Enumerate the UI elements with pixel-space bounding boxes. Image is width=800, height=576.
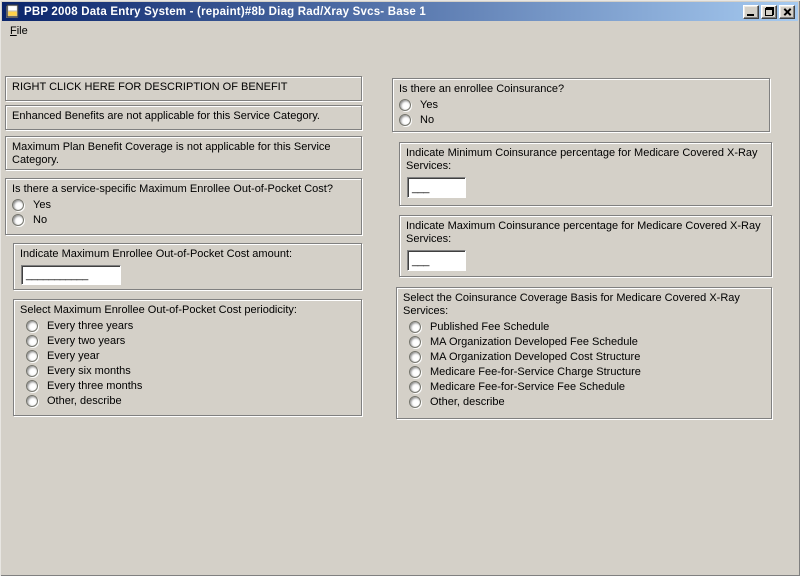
coinsurance-question-group xyxy=(392,78,770,132)
min-coinsurance-input[interactable] xyxy=(407,177,466,198)
restore-icon xyxy=(765,7,774,16)
basis-option-medicare-ffs-fee-schedule[interactable] xyxy=(409,381,765,393)
radio-button[interactable] xyxy=(12,214,24,226)
periodicity-option-every-year[interactable] xyxy=(26,350,355,362)
benefit-description-text: RIGHT CLICK HERE FOR DESCRIPTION OF BENEFIT xyxy=(12,81,288,93)
oopc-question-label: Is there a service-specific Maximum Enrollee Out-of-Pocket Cost? xyxy=(12,183,333,195)
radio-button[interactable] xyxy=(409,336,421,348)
radio-label[interactable]: Every two years xyxy=(47,334,126,347)
coverage-basis-label: Select the Coinsurance Coverage Basis for Medicare Covered X-Ray Services: xyxy=(403,292,740,317)
radio-button[interactable] xyxy=(399,114,411,126)
radio-button[interactable] xyxy=(409,351,421,363)
benefit-description-banner[interactable] xyxy=(5,76,362,101)
window-title: PBP 2008 Data Entry System - (repaint)#8b Diag Rad/Xray Svcs- Base 1 xyxy=(24,5,426,18)
periodicity-option-every-three-months[interactable] xyxy=(26,380,355,392)
radio-button[interactable] xyxy=(409,321,421,333)
max-coinsurance-group xyxy=(399,215,772,277)
oopc-option-no[interactable] xyxy=(12,214,355,226)
radio-label[interactable]: No xyxy=(420,113,435,126)
coinsurance-question-label: Is there an enrollee Coinsurance? xyxy=(399,83,565,95)
radio-button[interactable] xyxy=(12,199,24,211)
menu-item-file[interactable] xyxy=(9,24,32,39)
window-controls xyxy=(741,5,795,19)
radio-label[interactable]: Yes xyxy=(33,198,51,211)
input-mask: ___ xyxy=(412,255,429,267)
radio-button[interactable] xyxy=(26,395,38,407)
radio-label[interactable]: Published Fee Schedule xyxy=(430,320,550,333)
close-button[interactable] xyxy=(779,5,795,19)
input-mask: ___________ xyxy=(26,269,88,281)
periodicity-option-other[interactable] xyxy=(26,395,355,407)
notepad-app-icon[interactable] xyxy=(5,4,20,19)
radio-label[interactable]: Other, describe xyxy=(430,395,505,408)
max-plan-benefit-note xyxy=(5,136,362,170)
radio-button[interactable] xyxy=(409,366,421,378)
menu-file-rest: ile xyxy=(16,24,28,37)
max-coinsurance-input[interactable] xyxy=(407,250,466,271)
radio-label[interactable]: Every three months xyxy=(47,379,143,392)
input-mask: ___ xyxy=(412,182,429,194)
menu-file-accelerator: F xyxy=(10,24,17,37)
periodicity-option-every-three-years[interactable] xyxy=(26,320,355,332)
basis-option-ma-developed-cost-structure[interactable] xyxy=(409,351,765,363)
oopc-periodicity-label: Select Maximum Enrollee Out-of-Pocket Cost periodicity: xyxy=(20,304,297,316)
close-icon xyxy=(783,7,792,16)
basis-option-ma-developed-fee-schedule[interactable] xyxy=(409,336,765,348)
oopc-periodicity-group xyxy=(13,299,362,416)
oopc-question-group xyxy=(5,178,362,235)
radio-button[interactable] xyxy=(26,365,38,377)
basis-option-other[interactable] xyxy=(409,396,765,408)
min-coinsurance-group xyxy=(399,142,772,206)
oopc-option-yes[interactable] xyxy=(12,199,355,211)
radio-label[interactable]: Medicare Fee-for-Service Fee Schedule xyxy=(430,380,626,393)
radio-button[interactable] xyxy=(399,99,411,111)
radio-label[interactable]: MA Organization Developed Fee Schedule xyxy=(430,335,638,348)
coinsurance-option-yes[interactable] xyxy=(399,99,763,111)
radio-button[interactable] xyxy=(26,320,38,332)
coverage-basis-group xyxy=(396,287,772,419)
radio-label[interactable]: Every three years xyxy=(47,319,134,332)
oopc-amount-input[interactable] xyxy=(21,265,121,285)
restore-button[interactable] xyxy=(761,5,777,19)
enhanced-benefits-text: Enhanced Benefits are not applicable for this Service Category. xyxy=(12,110,320,122)
max-coinsurance-label: Indicate Maximum Coinsurance percentage for Medicare Covered X-Ray Services: xyxy=(406,220,761,245)
minimize-button[interactable] xyxy=(743,5,759,19)
radio-button[interactable] xyxy=(26,335,38,347)
radio-label[interactable]: Other, describe xyxy=(47,394,122,407)
radio-label[interactable]: Every year xyxy=(47,349,100,362)
periodicity-option-every-six-months[interactable] xyxy=(26,365,355,377)
radio-label[interactable]: MA Organization Developed Cost Structure xyxy=(430,350,641,363)
radio-button[interactable] xyxy=(26,380,38,392)
radio-button[interactable] xyxy=(409,381,421,393)
oopc-amount-group xyxy=(13,243,362,290)
minimize-icon xyxy=(747,14,754,16)
radio-button[interactable] xyxy=(409,396,421,408)
radio-label[interactable]: Yes xyxy=(420,98,438,111)
titlebar xyxy=(2,2,798,21)
coinsurance-option-no[interactable] xyxy=(399,114,763,126)
radio-button[interactable] xyxy=(26,350,38,362)
radio-label[interactable]: No xyxy=(33,213,48,226)
menubar xyxy=(2,22,798,40)
basis-option-medicare-ffs-charge-structure[interactable] xyxy=(409,366,765,378)
oopc-amount-label: Indicate Maximum Enrollee Out-of-Pocket Cost amount: xyxy=(20,248,293,260)
periodicity-option-every-two-years[interactable] xyxy=(26,335,355,347)
max-plan-benefit-text: Maximum Plan Benefit Coverage is not applicable for this Service Category. xyxy=(12,141,331,166)
min-coinsurance-label: Indicate Minimum Coinsurance percentage for Medicare Covered X-Ray Services: xyxy=(406,147,758,172)
radio-label[interactable]: Every six months xyxy=(47,364,131,377)
radio-label[interactable]: Medicare Fee-for-Service Charge Structure xyxy=(430,365,641,378)
basis-option-published-fee-schedule[interactable] xyxy=(409,321,765,333)
enhanced-benefits-note xyxy=(5,105,362,130)
